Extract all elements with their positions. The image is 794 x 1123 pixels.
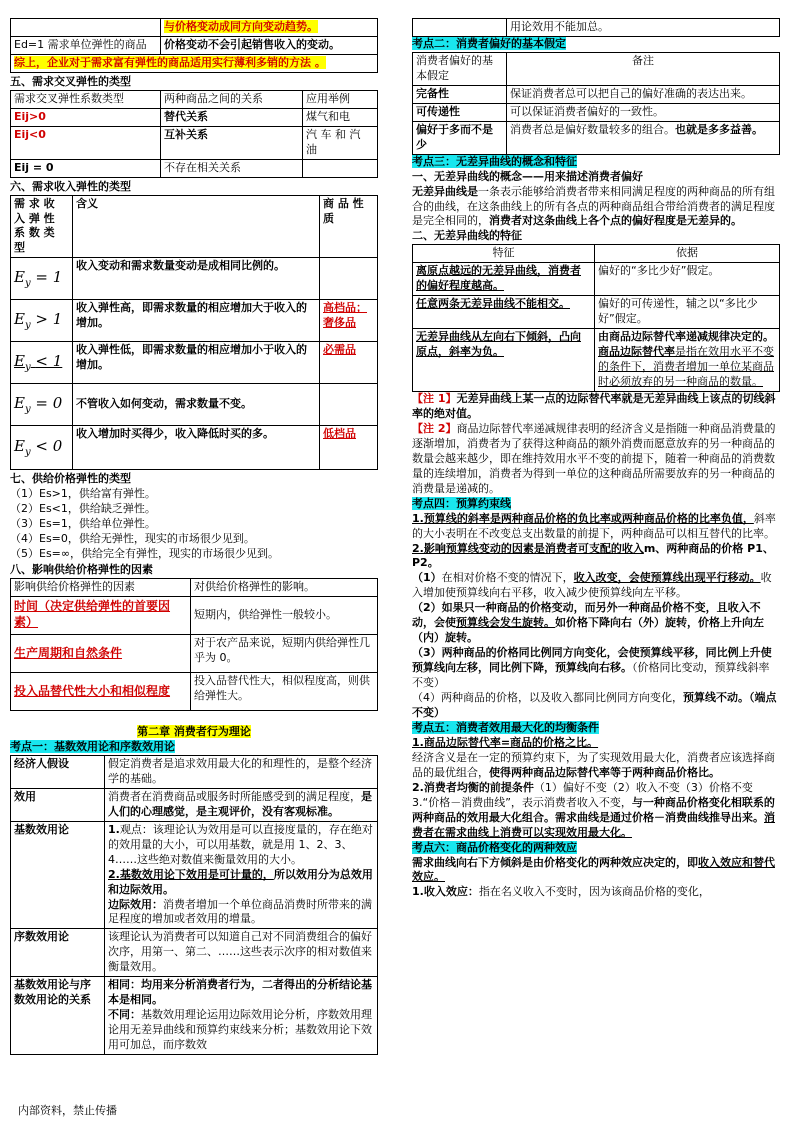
th: 需 求 收 入 弹 性 系 数 类 型: [11, 195, 73, 258]
cell: 基数效用论与序数效用论的关系: [11, 977, 105, 1055]
cell: 任意两条无差异曲线不能相交。: [413, 296, 595, 329]
continuation-table: [412, 18, 780, 37]
cell: 基数效用论: [11, 821, 105, 929]
th: 影响供给价格弹性的因素: [11, 579, 191, 597]
th: 对供给价格弹性的影响。: [191, 579, 378, 597]
footer-text: 内部资料，禁止传播: [18, 1104, 117, 1117]
list-item: （4）Es=0，供给无弹性，现实的市场很少见到。: [10, 532, 255, 546]
cell: 替代关系: [161, 108, 303, 126]
cell: Eij = 0: [11, 159, 161, 177]
cell: 短期内，供给弹性一般较小。: [191, 597, 378, 635]
cell: 互补关系: [161, 126, 303, 159]
cell: 该理论认为消费者可以知道自己对不同消费组合的偏好次序，用第一、第二、……这些表示次序的相对数值来衡量效用。: [105, 929, 378, 977]
cell: 时间（决定供给弹性的首要因素）: [11, 597, 191, 635]
cell: 生产周期和自然条件: [11, 635, 191, 673]
cell: 1.观点：该理论认为效用是可以直接度量的，存在绝对的效用量的大小，可以用基数，就是用 1、2、3、4……这些绝对数值来衡量效用的大小。 2.基数效用论下效用是可计量的，所以效用分为总效用和边际效用。 边际效用：消费者增加一个单位商品消费时所带来的满足程度的增加或者效用的增量。: [105, 821, 378, 929]
section-title: 七、供给价格弹性的类型: [10, 472, 131, 486]
chapter-title: 第二章 消费者行为理论: [137, 725, 251, 739]
cell: 汽 车 和 汽 油: [303, 126, 378, 159]
paragraph: 一、无差异曲线的概念——用来描述消费者偏好: [412, 169, 643, 183]
cell: 用论效用不能加总。: [507, 19, 780, 37]
cell: 效用: [11, 788, 105, 821]
section-title: 考点六：商品价格变化的两种效应: [412, 840, 577, 854]
cell: 高档品；奢侈品: [320, 300, 378, 342]
preference-table: [412, 52, 780, 155]
cell: Eij>0: [11, 108, 161, 126]
cell: 与价格变动成同方向变动趋势。: [164, 20, 318, 33]
paragraph: 二、无差异曲线的特征: [412, 229, 522, 243]
cell: 由商品边际替代率递减规律决定的。 商品边际替代率是指在效用水平不变的条件下，消费者增加一单位某商品时必须放弃的另一种商品的数量。: [595, 329, 780, 392]
cell: 不管收入如何变动，需求数量不变。: [73, 384, 320, 426]
section-title: 五、需求交叉弹性的类型: [10, 74, 131, 88]
cell: 偏好的“多比少好”假定。: [595, 263, 780, 296]
cell: [320, 384, 378, 426]
cell: 收入弹性高，即需求数量的相应增加大于收入的增加。: [73, 300, 320, 342]
cell: 消费者在消费商品或服务时所能感受到的满足程度，是人们的心理感觉，是主观评价，没有客观标准。: [105, 788, 378, 821]
list-item: （5）Es=∞，供给完全有弹性，现实的市场很少见到。: [10, 547, 280, 561]
section-title: 八、影响供给价格弹性的因素: [10, 563, 153, 577]
cell: Eij<0: [11, 126, 161, 159]
section-title: 考点一：基数效用论和序数效用论: [10, 739, 175, 753]
th: 消费者偏好的基本假定: [413, 52, 507, 85]
th: 备注: [507, 52, 780, 85]
cell: 相同：均用来分析消费者行为，二者得出的分析结论基本是相同。 不同：基数效用理论运用边际效用论分析，序数效用理论用无差异曲线和预算约束线来分析；基数效用论下效用可加总，而序数效: [105, 977, 378, 1055]
cell: 煤气和电: [303, 108, 378, 126]
cell: 消费者总是偏好数量较多的组合。也就是多多益善。: [507, 121, 780, 154]
section-title: 考点二：消费者偏好的基本假定: [412, 37, 566, 50]
th: 依据: [595, 245, 780, 263]
th: 两种商品之间的关系: [161, 90, 303, 108]
elasticity-top-table: [10, 18, 378, 73]
paragraph: （2）如果只一种商品的价格变动，而另外一种商品价格不变，且收入不动，会使预算线会发生旋转。如价格下降向右（外）旋转，价格上升向左（内）旋转。: [412, 601, 764, 645]
cell: 价格变动不会引起销售收入的变动。: [161, 37, 378, 55]
section-title: 考点三：无差异曲线的概念和特征: [412, 154, 577, 168]
list-item: （2）Es<1，供给缺乏弹性。: [10, 502, 156, 516]
paragraph: 经济含义是在一定的预算约束下，为了实现效用最大化，消费者应该选择商品的最优组合，使得两种商品边际替代率等于两种商品价格比。: [412, 750, 775, 779]
cell: 不存在相关关系: [161, 159, 303, 177]
cell: 收入弹性低，即需求数量的相应增加小于收入的增加。: [73, 342, 320, 384]
right-column: [412, 18, 780, 900]
th: 需求交叉弹性系数类型: [11, 90, 161, 108]
cell: 必需品: [320, 342, 378, 384]
note: 【注 1】无差异曲线上某一点的边际替代率就是无差异曲线上该点的切线斜率的绝对值。: [412, 391, 776, 420]
left-column: [10, 18, 378, 1055]
income-elasticity-table: [10, 195, 378, 471]
formula: $E_y = 1$: [14, 268, 63, 290]
cell: 无差异曲线从左向右下倾斜，凸向原点，斜率为负。: [413, 329, 595, 392]
cell: 收入变动和需求数量变动是成相同比例的。: [73, 258, 320, 300]
summary-text: 综上，企业对于需求富有弹性的商品适用实行薄利多销的方法 。: [14, 55, 326, 69]
th: 含义: [73, 195, 320, 258]
paragraph: 1.预算线的斜率是两种商品价格的负比率或两种商品价格的比率负值，斜率的大小表明在不改变总支出数量的前提下，两种商品可以相互替代的比率。: [412, 511, 776, 540]
utility-theory-table: [10, 755, 378, 1055]
paragraph: （1）在相对价格不变的情况下，收入改变，会使预算线出现平行移动。收入增加使预算线向右平移，收入减少使预算线向左平移。: [412, 571, 772, 600]
cell: 对于农产品来说，短期内供给弹性几乎为 0。: [191, 635, 378, 673]
cell: 经济人假设: [11, 755, 105, 788]
cell: 可以保证消费者偏好的一致性。: [507, 103, 780, 121]
formula: $E_y = 0$: [14, 394, 63, 416]
cell: 离原点越远的无差异曲线，消费者的偏好程度越高。: [413, 263, 595, 296]
section-title: 六、需求收入弹性的类型: [10, 179, 131, 193]
cell: [320, 258, 378, 300]
cell: [303, 159, 378, 177]
list-item: （3）Es=1，供给单位弹性。: [10, 517, 156, 531]
cell: 保证消费者总可以把自己的偏好准确的表达出来。: [507, 85, 780, 103]
th: 特征: [413, 245, 595, 263]
cell: 收入增加时买得少，收入降低时买的多。: [73, 426, 320, 470]
supply-elasticity-table: [10, 578, 378, 711]
paragraph: 3.“价格－消费曲线”，表示消费者收入不变，与一种商品价格变化相联系的两种商品的效用最大化组合。需求曲线是通过价格－消费曲线推导出来。消费者在需求曲线上消费可以实现效用最大化。: [412, 795, 775, 839]
formula: $E_y < 0$: [14, 437, 63, 459]
th: 应用举例: [303, 90, 378, 108]
cell: 完备性: [413, 85, 507, 103]
list-item: （1）Es>1，供给富有弹性。: [10, 487, 156, 501]
cross-elasticity-table: [10, 90, 378, 178]
paragraph: 无差异曲线是一条表示能够给消费者带来相同满足程度的两种商品的所有组合的曲线，在这条曲线上的所有各点的两种商品组合带给消费者的满足程度是完全相同的，消费者对这条曲线上各个点的偏好程度是无差异的。: [412, 184, 775, 228]
cell: Ed=1 需求单位弹性的商品: [11, 37, 161, 55]
cell: 投入品替代性大小和相似程度: [11, 673, 191, 711]
section-title: 考点五：消费者效用最大化的均衡条件: [412, 720, 599, 734]
cell: 低档品: [320, 426, 378, 470]
cell: [11, 19, 161, 37]
note: 【注 2】商品边际替代率递减规律表明的经济含义是指随一种商品消费量的逐渐增加，消费者为了获得这种商品的额外消费而愿意放弃的另一种商品的数量会越来越少，即在维持效用水平不变的前提下，随着一种商品的消费数量的连续增加，消费者为得到一单位的这种商品所需要放弃的另一种商品的消费量是递减的。: [412, 421, 776, 495]
paragraph: 1.商品边际替代率=商品的价格之比。: [412, 735, 599, 749]
cell: 可传递性: [413, 103, 507, 121]
cell: 投入品替代性大，相似程度高，则供给弹性大。: [191, 673, 378, 711]
cell: 偏好的可传递性，辅之以“多比少好”假定。: [595, 296, 780, 329]
section-title: 考点四：预算约束线: [412, 496, 511, 510]
paragraph: 2.影响预算线变动的因素是消费者可支配的收入m、两种商品的价格 P1、P2。: [412, 541, 774, 570]
cell: 序数效用论: [11, 929, 105, 977]
cell: 假定消费者是追求效用最大化的和理性的，是整个经济学的基础。: [105, 755, 378, 788]
th: 商 品 性 质: [320, 195, 378, 258]
paragraph: （3）两种商品的价格同比例同方向变化，会使预算线平移，同比例上升使预算线向左移，同比例下降，预算线向右移。（价格同比变动，预算线斜率不变）: [412, 646, 772, 690]
formula: $E_y < 1$: [14, 352, 63, 374]
indifference-curve-table: [412, 244, 780, 392]
paragraph: 2.消费者均衡的前提条件（1）偏好不变（2）收入不变（3）价格不变: [412, 780, 753, 794]
cell: 偏好于多而不是少: [413, 121, 507, 154]
paragraph: 1.收入效应：指在名义收入不变时，因为该商品价格的变化，: [412, 885, 710, 899]
formula: $E_y > 1$: [14, 310, 63, 332]
paragraph: （4）两种商品的价格，以及收入都同比例同方向变化，预算线不动。（端点不变）: [412, 691, 777, 719]
paragraph: 需求曲线向右下方倾斜是由价格变化的两种效应决定的，即收入效应和替代效应。: [412, 855, 775, 884]
